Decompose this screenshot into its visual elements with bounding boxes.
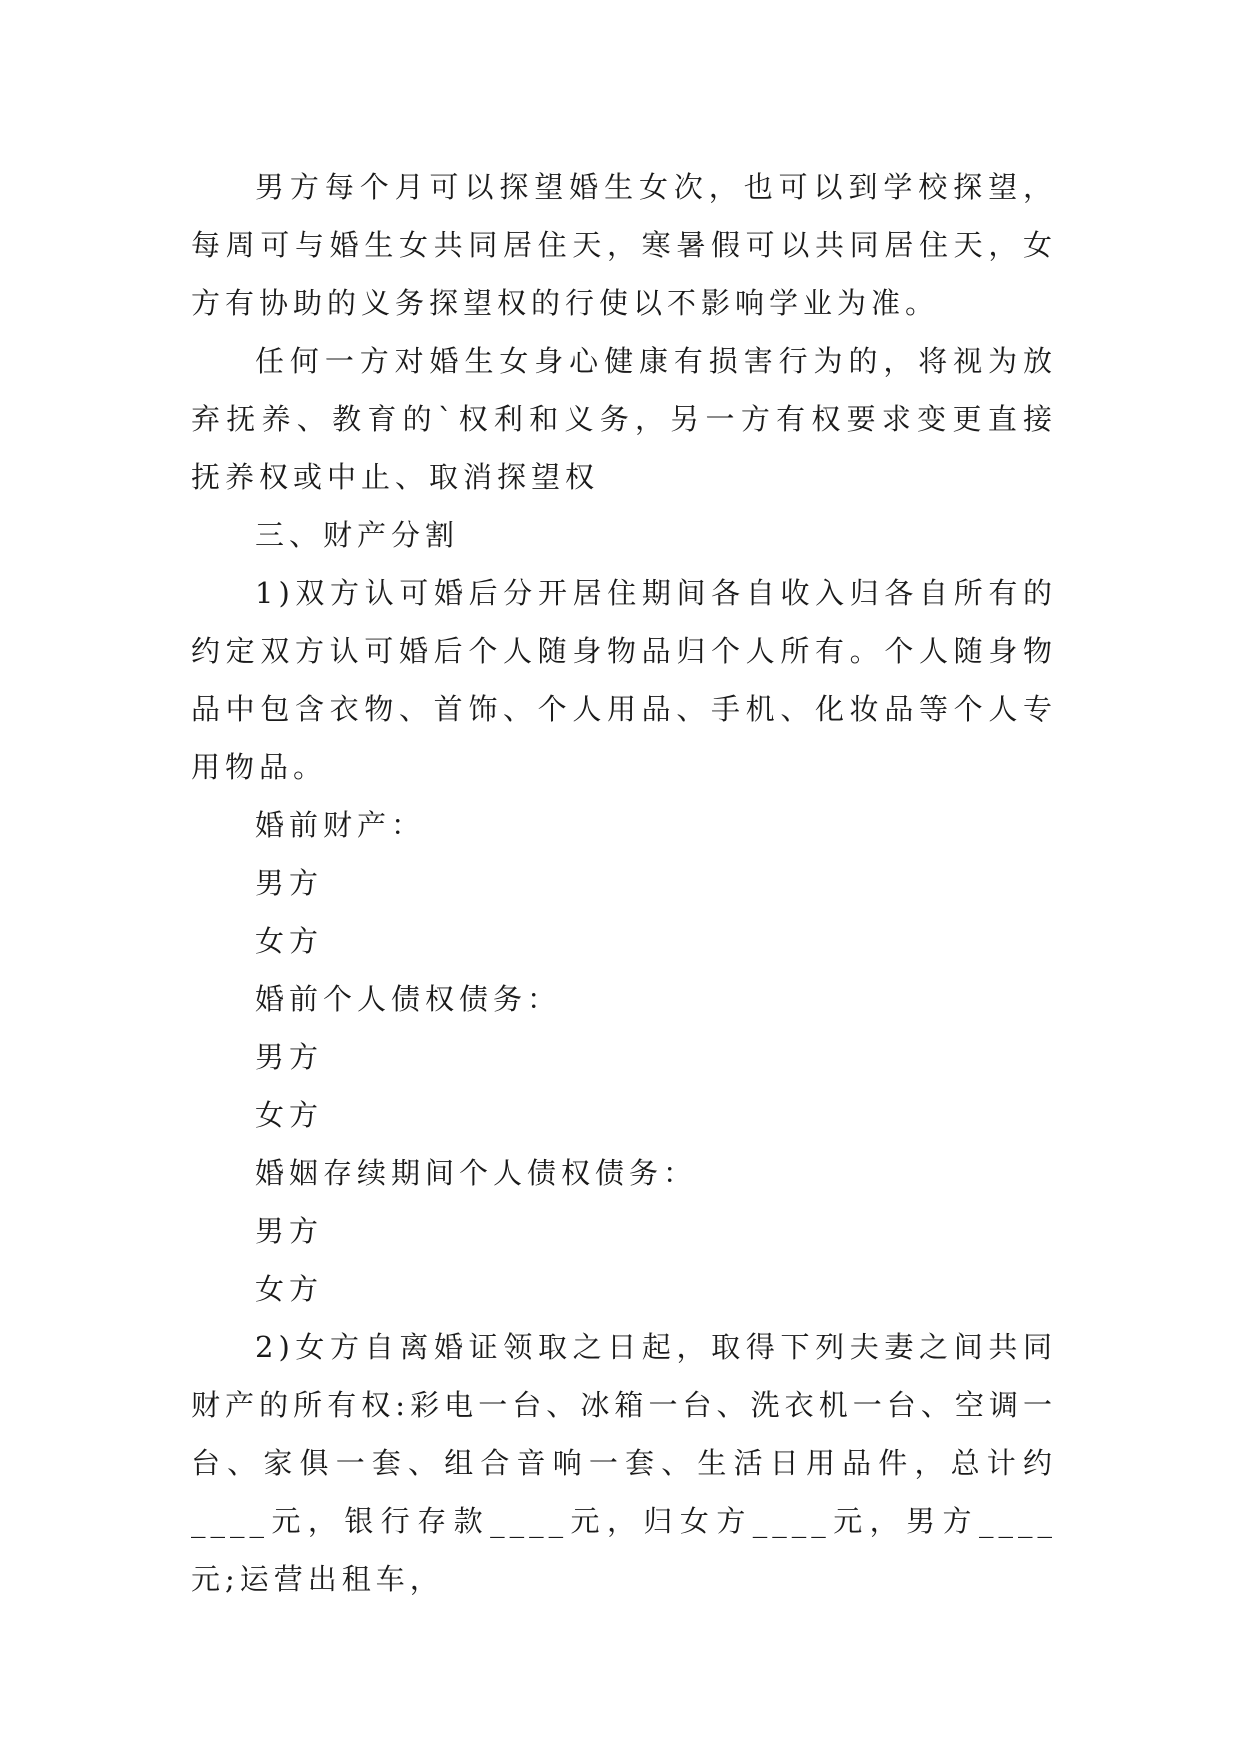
label-male-party: 男方 (255, 1214, 324, 1248)
label-female-party: 女方 (255, 924, 324, 958)
label-premarital-property: 婚前财产： (255, 808, 426, 842)
paragraph-personal-items: 1)双方认可婚后分开居住期间各自收入归各自所有的约定双方认可婚后个人随身物品归个人所有。个人随身物品中包含衣物、首饰、个人用品、手机、化妆品等个人专用物品。 (191, 576, 1057, 784)
label-marital-debts: 婚姻存续期间个人债权债务： (255, 1156, 698, 1190)
label-female-party: 女方 (255, 1098, 324, 1132)
section-heading-property-division: 三、财产分割 (255, 518, 460, 552)
label-male-party: 男方 (255, 1040, 324, 1074)
paragraph-custody-change: 任何一方对婚生女身心健康有损害行为的，将视为放弃抚养、教育的`权利和义务，另一方有权要求变更直接抚养权或中止、取消探望权 (191, 344, 1057, 494)
paragraph-joint-property: 2)女方自离婚证领取之日起，取得下列夫妻之间共同财产的所有权:彩电一台、冰箱一台、洗衣机一台、空调一台、家俱一套、组合音响一套、生活日用品件，总计约____元，银行存款____元，归女方____元，男方____元;运营出租车， (191, 1330, 1057, 1596)
paragraph-visitation-rights: 男方每个月可以探望婚生女次，也可以到学校探望，每周可与婚生女共同居住天，寒暑假可以共同居住天，女方有协助的义务探望权的行使以不影响学业为准。 (191, 170, 1057, 320)
document-body (191, 158, 1057, 1608)
label-female-party: 女方 (255, 1272, 324, 1306)
label-premarital-debts: 婚前个人债权债务： (255, 982, 562, 1016)
label-male-party: 男方 (255, 866, 324, 900)
